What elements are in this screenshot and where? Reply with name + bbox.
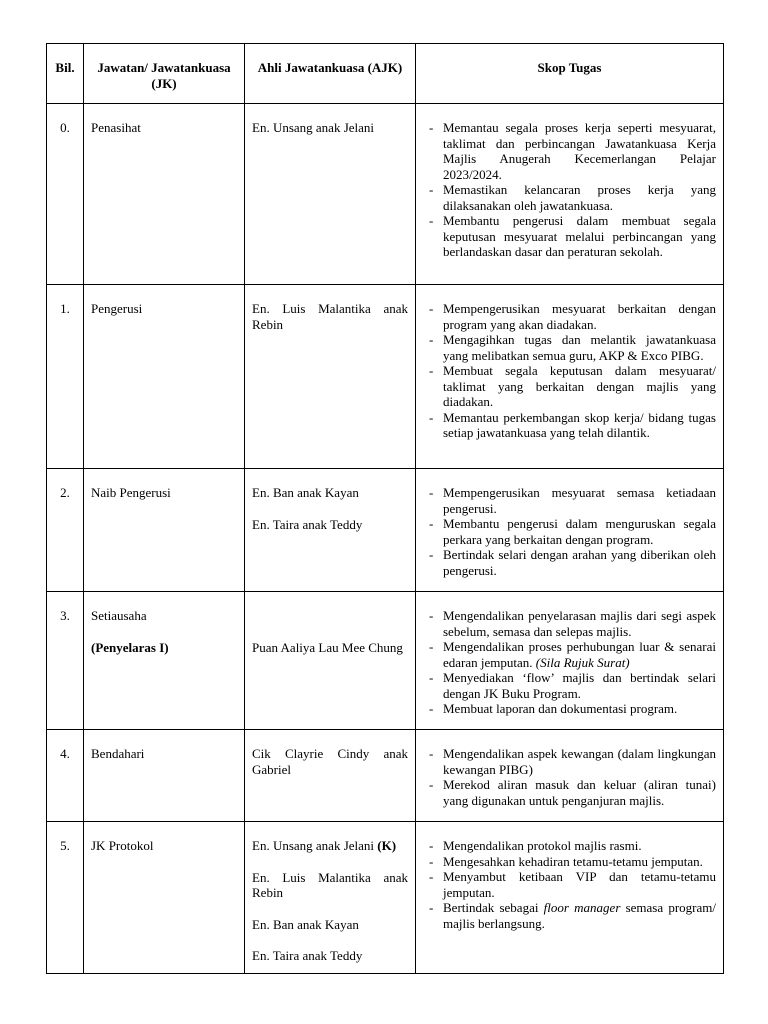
duty-item: - Membantu pengerusi dalam menguruskan segala perkara yang berkaitan dengan program. [443, 516, 716, 547]
member-name: En. Taira anak Teddy [252, 516, 363, 532]
jawatan-cell: JK Protokol [91, 838, 154, 853]
table-header-row [47, 44, 724, 104]
duty-item: - Mengendalikan aspek kewangan (dalam lingkungan kewangan PIBG) [443, 746, 716, 777]
duty-list [423, 301, 716, 441]
header-ahli: Ahli Jawatankuasa (AJK) [257, 60, 403, 75]
row-number: 2. [60, 485, 70, 500]
duty-note: (Sila Rujuk Surat) [535, 654, 630, 670]
jawatan-cell: Pengerusi [91, 301, 143, 316]
header-bil: Bil. [55, 60, 75, 75]
committee-table [46, 43, 724, 974]
header-jawatan: Jawatan/ Jawatankuasa (JK) [97, 60, 231, 91]
ketua-marker: (K) [377, 838, 397, 853]
member-name: Puan Aaliya Lau Mee Chung [252, 640, 403, 655]
jawatan-cell: Bendahari [91, 746, 145, 761]
duty-item: - Memantau segala proses kerja seperti mesyuarat, taklimat dan perbincangan Jawatankuasa Kerja Majlis Anugerah Kecemerlangan Pelajar 2023/2024. [443, 120, 716, 182]
duty-item: - Memantau perkembangan skop kerja/ bidang tugas setiap jawatankuasa yang telah dilantik. [443, 410, 716, 441]
table-row [47, 469, 724, 592]
duty-item: - Menyediakan ‘flow’ majlis dan bertindak selari dengan JK Buku Program. [443, 670, 716, 701]
member-name: En. Unsang anak Jelani [252, 120, 375, 135]
members-cell [245, 285, 415, 340]
member-name: En. Luis Malantika anak Rebin [252, 869, 408, 900]
members-cell [245, 822, 415, 972]
duty-item: - Bertindak sebagai floor manager semasa program/ majlis berlangsung. [443, 900, 716, 931]
duty-item: - Memastikan kelancaran proses kerja yang dilaksanakan oleh jawatankuasa. [443, 182, 716, 213]
members-cell [245, 730, 415, 785]
table-row [47, 285, 724, 469]
duty-list [423, 608, 716, 717]
header-skop-tugas: Skop Tugas [537, 60, 602, 75]
table-row [47, 104, 724, 285]
duty-item: - Mengendalikan proses perhubungan luar & senarai edaran jemputan. (Sila Rujuk Surat) [443, 639, 716, 670]
duty-item: - Bertindak selari dengan arahan yang diberikan oleh pengerusi. [443, 547, 716, 578]
row-number: 3. [60, 608, 70, 623]
jawatan-cell: Naib Pengerusi [91, 485, 171, 500]
duty-item: - Membantu pengerusi dalam membuat segala keputusan mesyuarat melalui perbincangan yang berlandaskan dasar dan peraturan sekolah. [443, 213, 716, 260]
members-cell [245, 592, 415, 664]
duty-item: - Membuat laporan dan dokumentasi program. [443, 701, 716, 717]
duty-item: - Mempengerusikan mesyuarat berkaitan dengan program yang akan diadakan. [443, 301, 716, 332]
member-name: Cik Clayrie Cindy anak Gabriel [252, 746, 408, 777]
jawatan-subtitle: (Penyelaras I) [91, 639, 169, 655]
member-name: En. Ban anak Kayan [252, 916, 359, 932]
duty-list [423, 120, 716, 260]
table-row [47, 822, 724, 974]
duty-list [423, 746, 716, 808]
members-cell [245, 469, 415, 540]
duty-item: - Mengendalikan penyelarasan majlis dari segi aspek sebelum, semasa dan selepas majlis. [443, 608, 716, 639]
member-name: En. Luis Malantika anak Rebin [252, 301, 408, 332]
row-number: 5. [60, 838, 70, 853]
duty-list [423, 838, 716, 931]
duty-item: - Mempengerusikan mesyuarat semasa ketiadaan pengerusi. [443, 485, 716, 516]
member-name: En. Ban anak Kayan [252, 485, 359, 500]
row-number: 1. [60, 301, 70, 316]
duty-item: - Menyambut ketibaan VIP dan tetamu-tetamu jemputan. [443, 869, 716, 900]
duty-item: - Merekod aliran masuk dan keluar (aliran tunai) yang digunakan untuk penganjuran majlis. [443, 777, 716, 808]
table-row [47, 730, 724, 822]
duty-list [423, 485, 716, 578]
duty-item: - Membuat segala keputusan dalam mesyuarat/ taklimat yang berkaitan dengan majlis yang diadakan. [443, 363, 716, 410]
member-name: En. Taira anak Teddy [252, 948, 363, 963]
table-row [47, 592, 724, 730]
members-cell [245, 104, 415, 144]
duty-item: - Mengendalikan protokol majlis rasmi. [443, 838, 716, 854]
jawatan-cell: Penasihat [91, 120, 141, 135]
row-number: 4. [60, 746, 70, 761]
duty-item: - Mengagihkan tugas dan melantik jawatankuasa yang melibatkan semua guru, AKP & Exco PIBG. [443, 332, 716, 363]
jawatan-cell: Setiausaha [91, 608, 147, 623]
member-name: En. Unsang anak Jelani (K) [252, 838, 397, 853]
row-number: 0. [60, 120, 70, 135]
duty-item: - Mengesahkan kehadiran tetamu-tetamu jemputan. [443, 854, 716, 870]
